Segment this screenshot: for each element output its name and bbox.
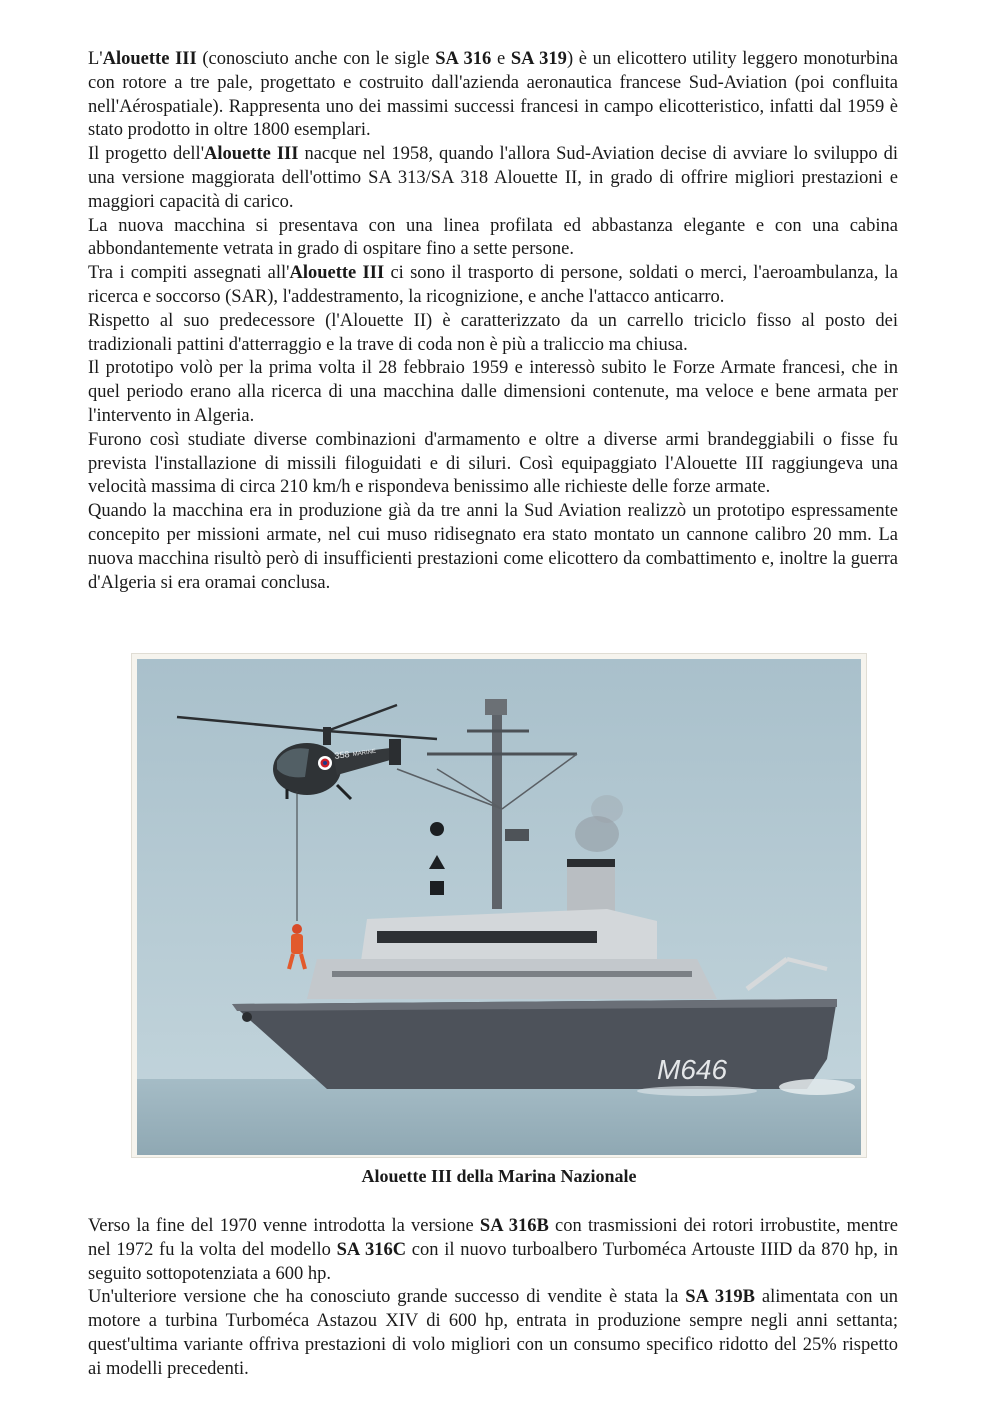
intro-text-block bbox=[88, 48, 898, 595]
paragraph: La nuova macchina si presentava con una linea profilata ed abbastanza elegante e con una cabina abbondantemente vetrata in grado di ospitare fino a sette persone. bbox=[88, 215, 898, 260]
photo-caption: Alouette III della Marina Nazionale bbox=[361, 1166, 637, 1186]
photo-illustration bbox=[137, 659, 861, 1155]
paragraph: Verso la fine del 1970 venne introdotta la versione SA 316B con trasmissioni dei rotori irrobustite, mentre nel 1972 fu la volta del modello SA 316C con il nuovo turboalbero Turboméca Artouste IIID da 870 hp, in seguito sottopotenziata a 600 hp. bbox=[88, 1216, 898, 1284]
ship-hull bbox=[232, 999, 837, 1089]
helicopter-text: MARINE bbox=[352, 748, 377, 758]
paragraph: Rispetto al suo predecessore (l'Alouette II) è caratterizzato da un carrello triciclo fisso al posto dei tradizionali pattini d'atterraggio e la trave di coda non è più a traliccio ma chiusa. bbox=[88, 310, 898, 355]
helicopter-marking: 358 bbox=[333, 748, 351, 761]
paragraph: L'Alouette III (conosciuto anche con le sigle SA 316 e SA 319) è un elicottero utility leggero monoturbina con rotore a tre pale, progettato e costruito dall'azienda aeronautica francese Sud-Aviation (poi confluita nell'Aérospatiale). Rappresenta uno dei massimi successi francesi in campo elicotteristico, infatti dal 1959 è stato prodotto in oltre 1800 esemplari. bbox=[88, 49, 898, 141]
paragraph: Il prototipo volò per la prima volta il 28 febbraio 1959 e interessò subito le Forze Armate francesi, che in quel periodo erano alla ricerca di una macchina dalle dimensioni contenute, ma veloce e bene armata per l'intervento in Algeria. bbox=[88, 358, 898, 426]
paragraph: Il progetto dell'Alouette III nacque nel 1958, quando l'allora Sud-Aviation decise di avviare lo sviluppo di una versione maggiorata dell'ottimo SA 313/SA 318 Alouette II, in grado di offrire migliori prestazioni e maggiori capacità di carico. bbox=[88, 144, 899, 212]
versions-text-block bbox=[88, 1215, 898, 1382]
paragraph: Tra i compiti assegnati all'Alouette III ci sono il trasporto di persone, soldati o merci, l'aeroambulanza, la ricerca e soccorso (SAR), l'addestramento, la ricognizione, e anche l'attacco anticarro. bbox=[88, 263, 898, 307]
hull-number: M646 bbox=[657, 1054, 728, 1085]
paragraph: Un'ulteriore versione che ha conosciuto grande successo di vendite è stata la SA 319B alimentata con un motore a turbina Turboméca Astazou XIV di 600 hp, entrata in produzione sempre negli anni settanta; quest'ultima variante offriva prestazioni di volo migliori con un consumo specifico ridotto del 25% rispetto ai modelli precedenti. bbox=[88, 1287, 899, 1379]
helicopter-ship-photo bbox=[131, 653, 867, 1158]
paragraph: Quando la macchina era in produzione già da tre anni la Sud Aviation realizzò un prototipo espressamente concepito per missioni armate, nel cui muso ridisegnato era stato montato un cannone calibro 20 mm. La nuova macchina risultò però di insufficienti prestazioni come elicottero da combattimento e, inoltre la guerra d'Algeria si era oramai conclusa. bbox=[88, 501, 898, 593]
paragraph: Furono così studiate diverse combinazioni d'armamento e oltre a diverse armi brandeggiabili o fisse fu prevista l'installazione di missili filoguidati e di siluri. Così equipaggiato l'Alouette III raggiungeva una velocità massima di circa 210 km/h e rispondeva benissimo alle richieste delle forze armate. bbox=[88, 429, 898, 498]
